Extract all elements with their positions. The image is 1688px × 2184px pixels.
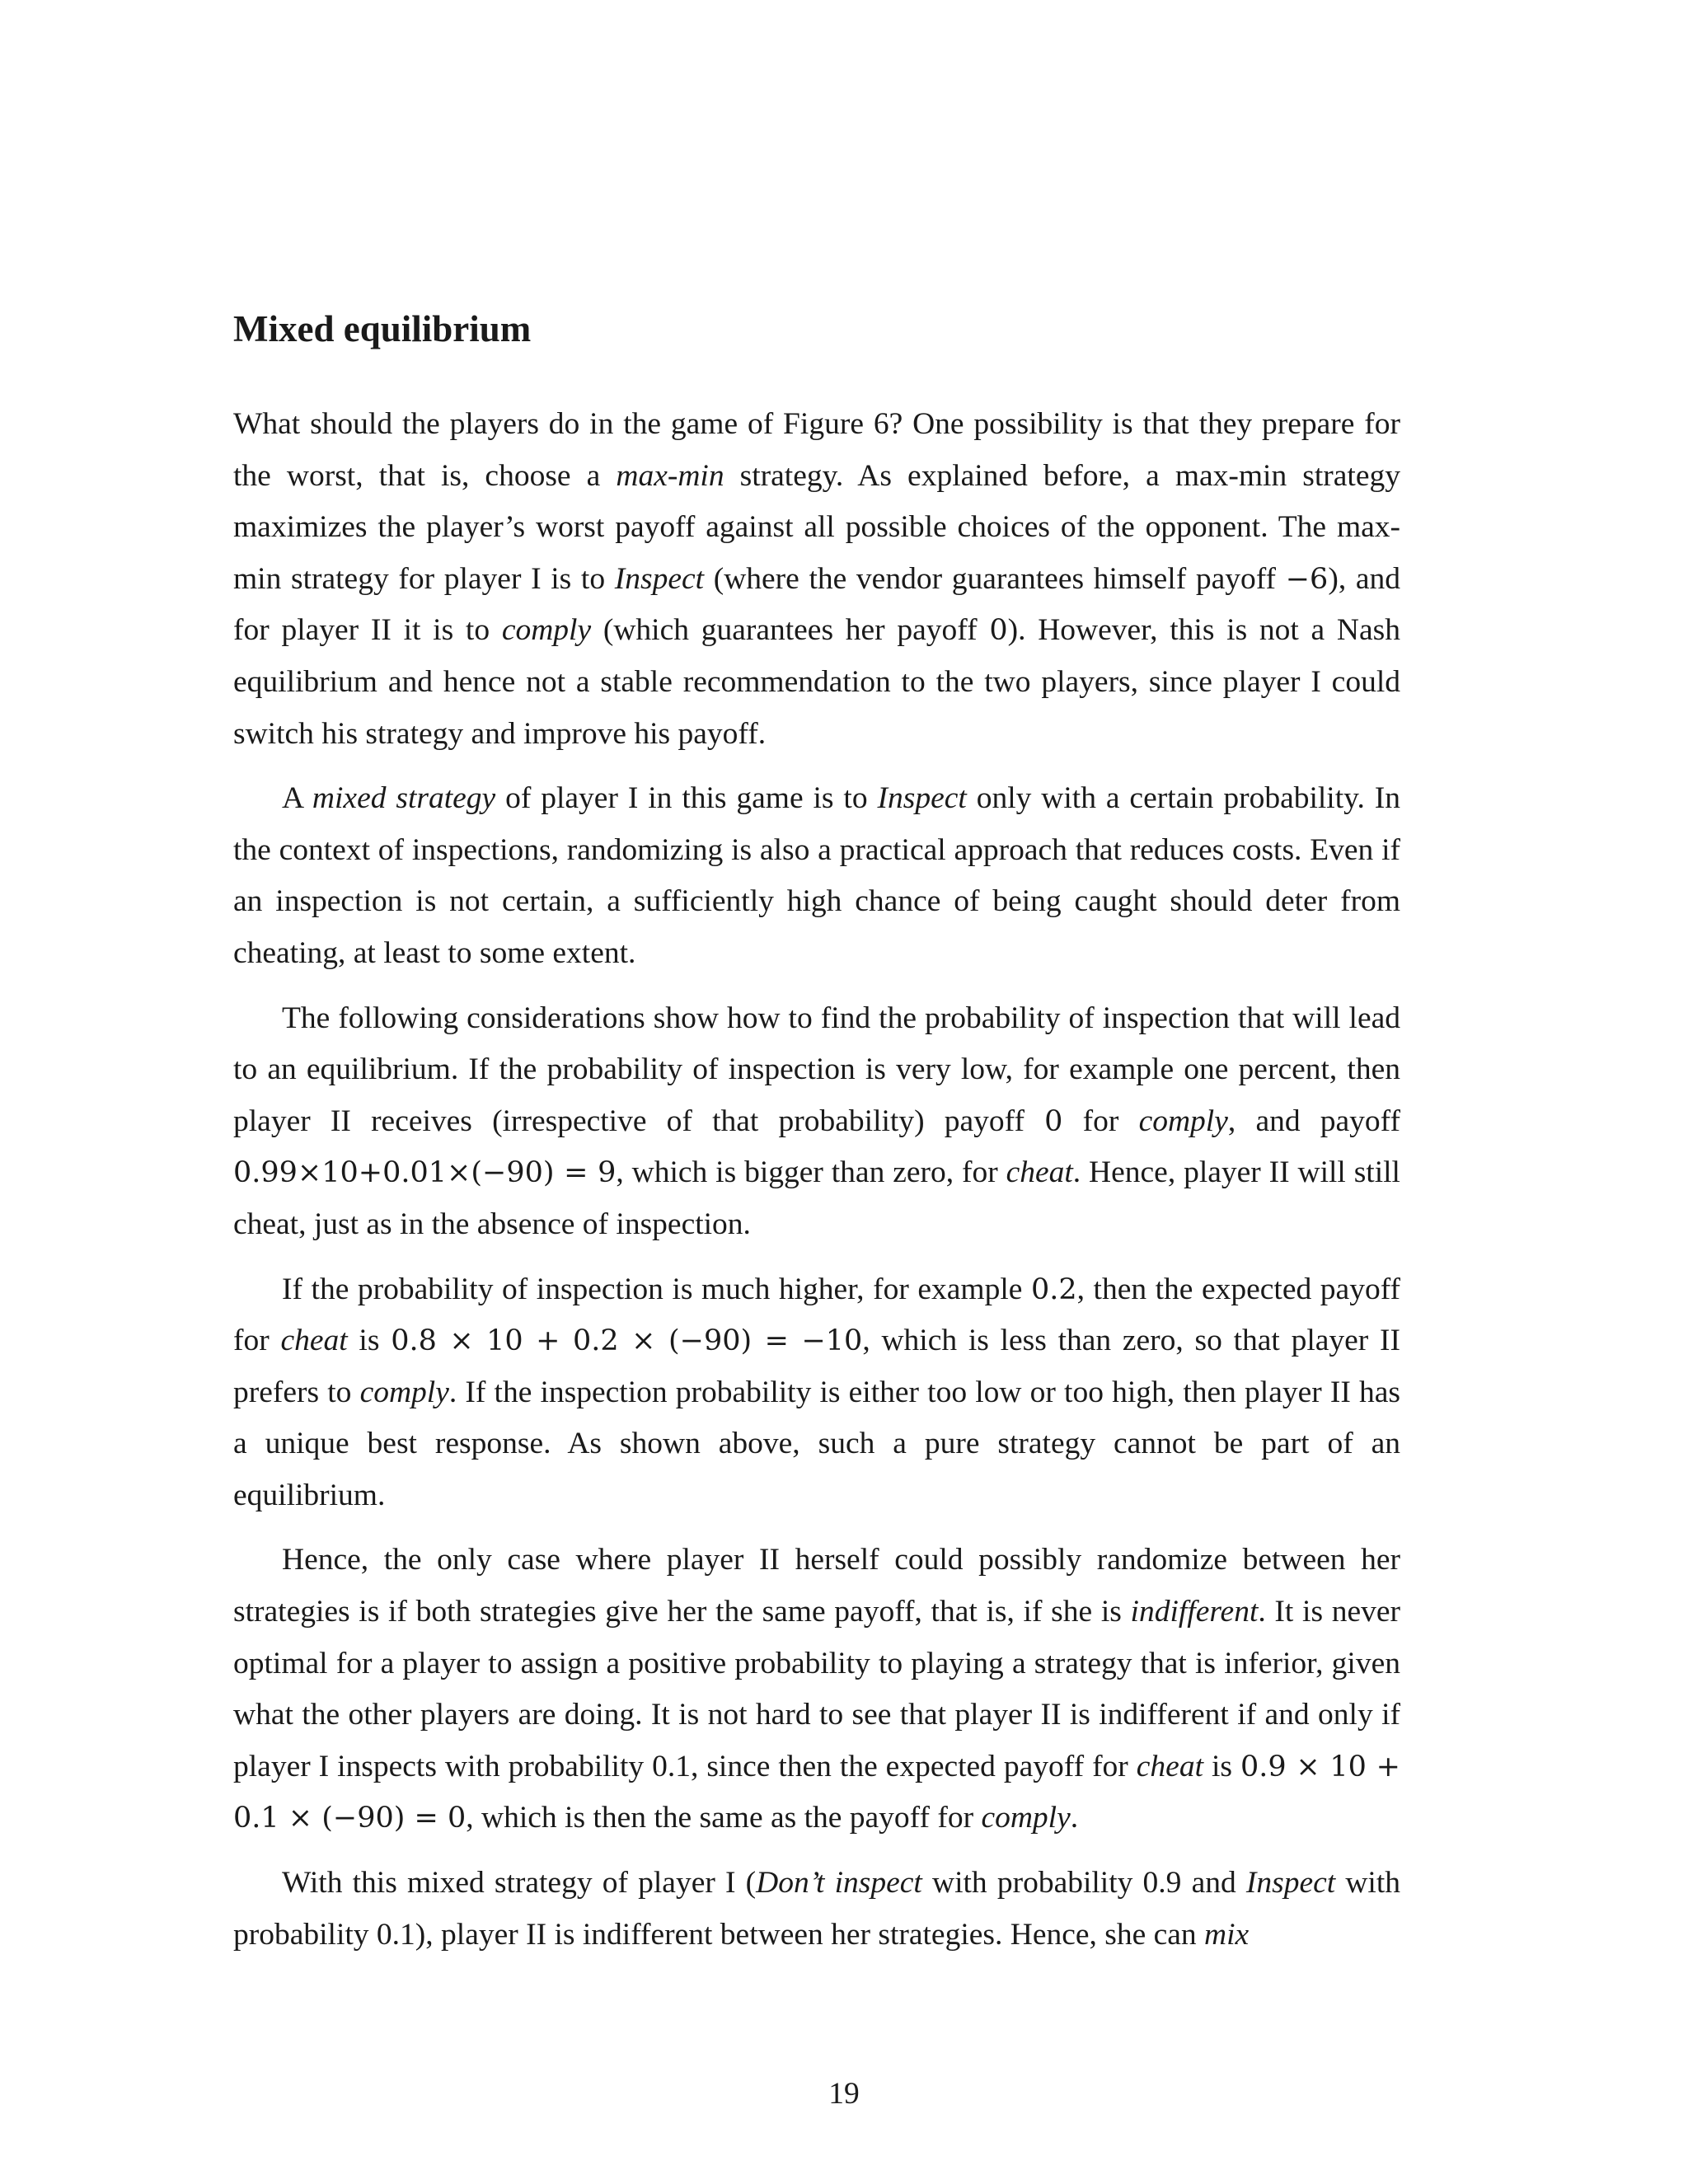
text-run-italic: max-min: [616, 458, 724, 493]
text-run: , and payoff: [1227, 1104, 1400, 1138]
text-run: , then the expected payoff for: [233, 1272, 1400, 1358]
text-run-italic: comply: [1138, 1104, 1228, 1138]
paragraph-4: [233, 1264, 1400, 1522]
text-run-italic: mix: [1204, 1917, 1250, 1952]
text-run: .: [1070, 1801, 1079, 1835]
text-run-italic: comply: [501, 613, 592, 648]
text-run: A: [282, 781, 312, 816]
text-run: strategy. As explained before, a max-min strategy maximizes the player’s worst payoff against all possible choices of the opponent. The max-min strategy for player I is to: [233, 458, 1400, 596]
text-run: The following considerations show how to find the probability of inspection that will lead to an equilibrium. If the probability of inspection is very low, for example one percent, then player II receives (irrespective of that probability) payoff: [233, 1001, 1400, 1138]
text-run: If the probability of inspection is much higher, for example: [282, 1272, 1031, 1306]
paragraph-1: [233, 399, 1400, 760]
text-run: ). However, this is not a Nash equilibrium and hence not a stable recommendation to the two players, since player I could switch his strategy and improve his payoff.: [233, 613, 1400, 751]
text-run: with probability 0.1), player II is indifferent between her strategies. Hence, she can: [233, 1866, 1401, 1952]
text-run: ), and for player II it is to: [233, 561, 1400, 648]
text-run-italic: indifferent: [1130, 1595, 1259, 1629]
text-run: with probability 0.9 and: [921, 1866, 1246, 1900]
math-expression: 0: [989, 614, 1008, 648]
text-run-italic: mixed strategy: [312, 781, 496, 816]
text-run: is: [1203, 1749, 1240, 1783]
text-run: . Hence, player II will still cheat, just as in the absence of inspection.: [233, 1155, 1400, 1241]
text-run: is: [347, 1324, 392, 1358]
text-run: What should the players do in the game of Figure 6? One possibility is that they prepare for the worst, that is, choose a: [233, 407, 1400, 493]
math-expression: 0.2: [1030, 1272, 1077, 1306]
text-run-italic: Don’t inspect: [756, 1866, 922, 1900]
text-run-italic: Inspect: [877, 781, 967, 816]
text-run-italic: Inspect: [1245, 1866, 1336, 1900]
text-run: for: [1062, 1104, 1139, 1138]
math-expression: 0: [1044, 1104, 1063, 1138]
text-run: only with a certain probability. In the context of inspections, randomizing is also a practical approach that reduces costs. Even if an inspection is not certain, a sufficiently high chance of being caught should deter from cheating, at least to some extent.: [233, 781, 1400, 970]
text-run: of player I in this game is to: [495, 781, 878, 816]
text-run: (which guarantees her payoff: [591, 613, 990, 648]
text-run: Hence, the only case where player II herself could possibly randomize between her strategies is if both strategies give her the same payoff, that is, if she is: [233, 1543, 1400, 1629]
math-expression: 0.99×10+0.01×(−90) = 9: [233, 1156, 617, 1190]
text-run: . If the inspection probability is either too low or too high, then player II has a unique best response. As shown above, such a pure strategy cannot be part of an equilibrium.: [233, 1375, 1401, 1512]
math-expression: −6: [1285, 562, 1329, 596]
text-run: , which is then the same as the payoff for: [466, 1801, 982, 1835]
paragraph-6: [233, 1858, 1400, 1961]
math-expression: 0.8 × 10 + 0.2 × (−90) = −10: [391, 1324, 863, 1358]
text-run: (where the vendor guarantees himself payoff: [704, 561, 1286, 596]
text-run: , which is less than zero, so that player II prefers to: [233, 1324, 1400, 1409]
text-run-italic: cheat: [1136, 1749, 1203, 1783]
body-text: [233, 399, 1400, 1974]
text-run-italic: cheat: [280, 1324, 348, 1358]
text-run-italic: cheat: [1006, 1155, 1073, 1190]
page-number: 19: [828, 2077, 860, 2111]
math-expression: 0.9 × 10 + 0.1 × (−90) = 0: [233, 1750, 1400, 1835]
paragraph-3: [233, 993, 1400, 1251]
text-run: With this mixed strategy of player I (: [282, 1866, 757, 1900]
paragraph-5: [233, 1535, 1400, 1844]
text-run-italic: Inspect: [614, 561, 705, 596]
text-run: , which is bigger than zero, for: [616, 1155, 1006, 1190]
paragraph-2: [233, 773, 1400, 979]
text-run-italic: comply: [359, 1375, 449, 1409]
text-run: . It is never optimal for a player to assign a positive probability to playing a strategy that is inferior, given what the other players are doing. It is not hard to see that player II is indifferent if and only if player I inspects with probability 0.1, since then the expected payoff for: [233, 1595, 1401, 1783]
text-run-italic: comply: [981, 1801, 1071, 1835]
section-heading: Mixed equilibrium: [233, 308, 532, 349]
